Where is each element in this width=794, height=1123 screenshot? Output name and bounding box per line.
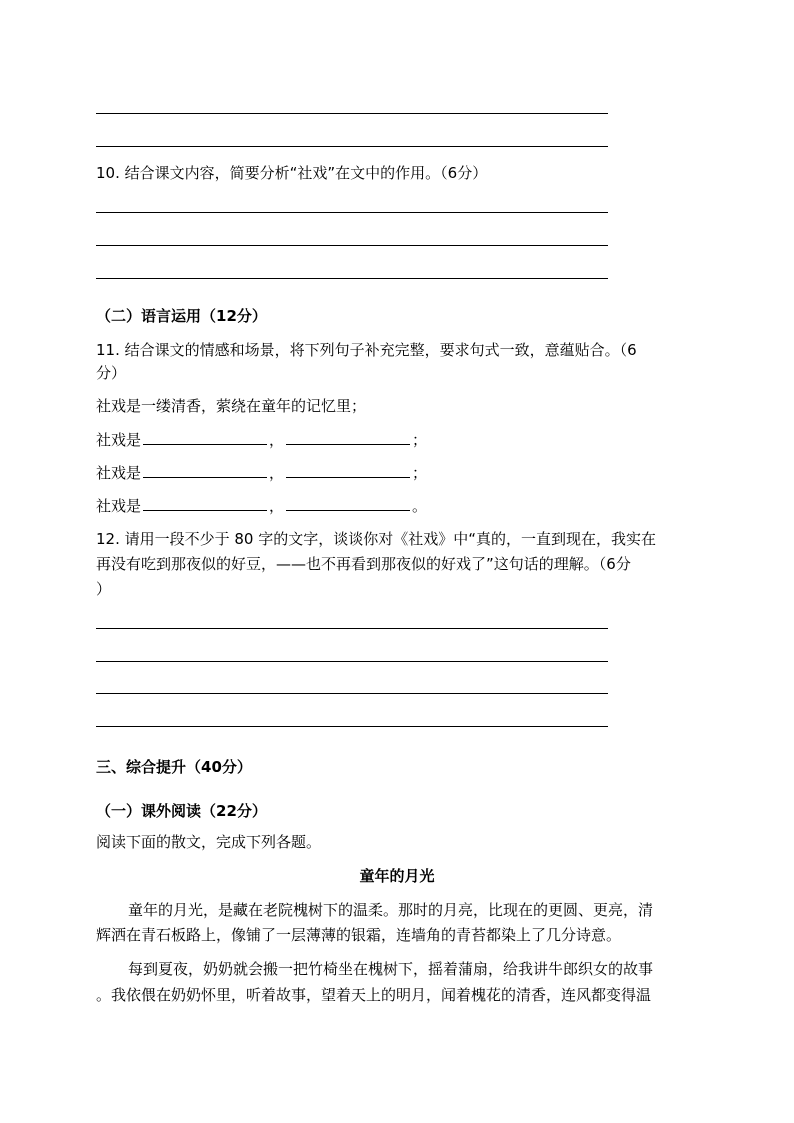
fill-prefix: 社戏是: [96, 431, 142, 449]
section-title-comprehensive: 三、综合提升（40分）: [96, 758, 252, 776]
answer-line[interactable]: [96, 113, 608, 114]
comma: ，: [269, 431, 285, 449]
fill-blank[interactable]: [143, 460, 267, 478]
answer-line[interactable]: [96, 245, 608, 246]
semicolon: ；: [412, 464, 428, 482]
answer-line[interactable]: [96, 693, 608, 694]
semicolon: ；: [412, 431, 428, 449]
fill-prefix: 社戏是: [96, 497, 142, 515]
fill-blank[interactable]: [286, 427, 410, 445]
fill-blank-row: [96, 493, 427, 519]
fill-blank-row: [96, 427, 427, 453]
question-12-line3: ）: [96, 580, 112, 598]
question-11-line2: 分）: [96, 364, 127, 382]
essay-p2-line1: 每到夏夜，奶奶就会搬一把竹椅坐在槐树下，摇着蒲扇，给我讲牛郎织女的故事: [128, 960, 654, 978]
answer-line[interactable]: [96, 726, 608, 727]
reading-instruction: 阅读下面的散文，完成下列各题。: [96, 833, 322, 851]
comma: ，: [269, 497, 285, 515]
essay-p1-line2: 辉洒在青石板路上，像铺了一层薄薄的银霜，连墙角的青苔都染上了几分诗意。: [96, 926, 622, 944]
question-12-line2: 再没有吃到那夜似的好豆，——也不再看到那夜似的好戏了”这句话的理解。（6分: [96, 555, 631, 573]
answer-line[interactable]: [96, 212, 608, 213]
answer-line[interactable]: [96, 278, 608, 279]
fill-blank-row: [96, 460, 427, 486]
answer-line[interactable]: [96, 661, 608, 662]
fill-blank[interactable]: [286, 493, 410, 511]
comma: ，: [269, 464, 285, 482]
answer-line[interactable]: [96, 146, 608, 147]
question-12-line1: 12. 请用一段不少于 80 字的文字，谈谈你对《社戏》中“真的，一直到现在，我实在: [96, 530, 657, 548]
fill-blank[interactable]: [143, 493, 267, 511]
essay-p2-line2: 。我依偎在奶奶怀里，听着故事，望着天上的明月，闻着槐花的清香，连风都变得温: [96, 986, 652, 1004]
fill-blank[interactable]: [143, 427, 267, 445]
question-11-line1: 11. 结合课文的情感和场景，将下列句子补充完整，要求句式一致，意蕴贴合。（6: [96, 341, 637, 359]
section-title-language-use: （二）语言运用（12分）: [96, 307, 267, 325]
question-10: 10. 结合课文内容，简要分析“社戏”在文中的作用。（6分）: [96, 164, 488, 182]
essay-p1-line1: 童年的月光，是藏在老院槐树下的温柔。那时的月亮，比现在的更圆、更亮，清: [128, 901, 654, 919]
question-11-example: 社戏是一缕清香，萦绕在童年的记忆里；: [96, 397, 367, 415]
essay-title: 童年的月光: [359, 867, 435, 885]
fill-prefix: 社戏是: [96, 464, 142, 482]
answer-line[interactable]: [96, 628, 608, 629]
period: 。: [412, 497, 428, 515]
fill-blank[interactable]: [286, 460, 410, 478]
section-title-extracurricular-reading: （一）课外阅读（22分）: [96, 802, 267, 820]
